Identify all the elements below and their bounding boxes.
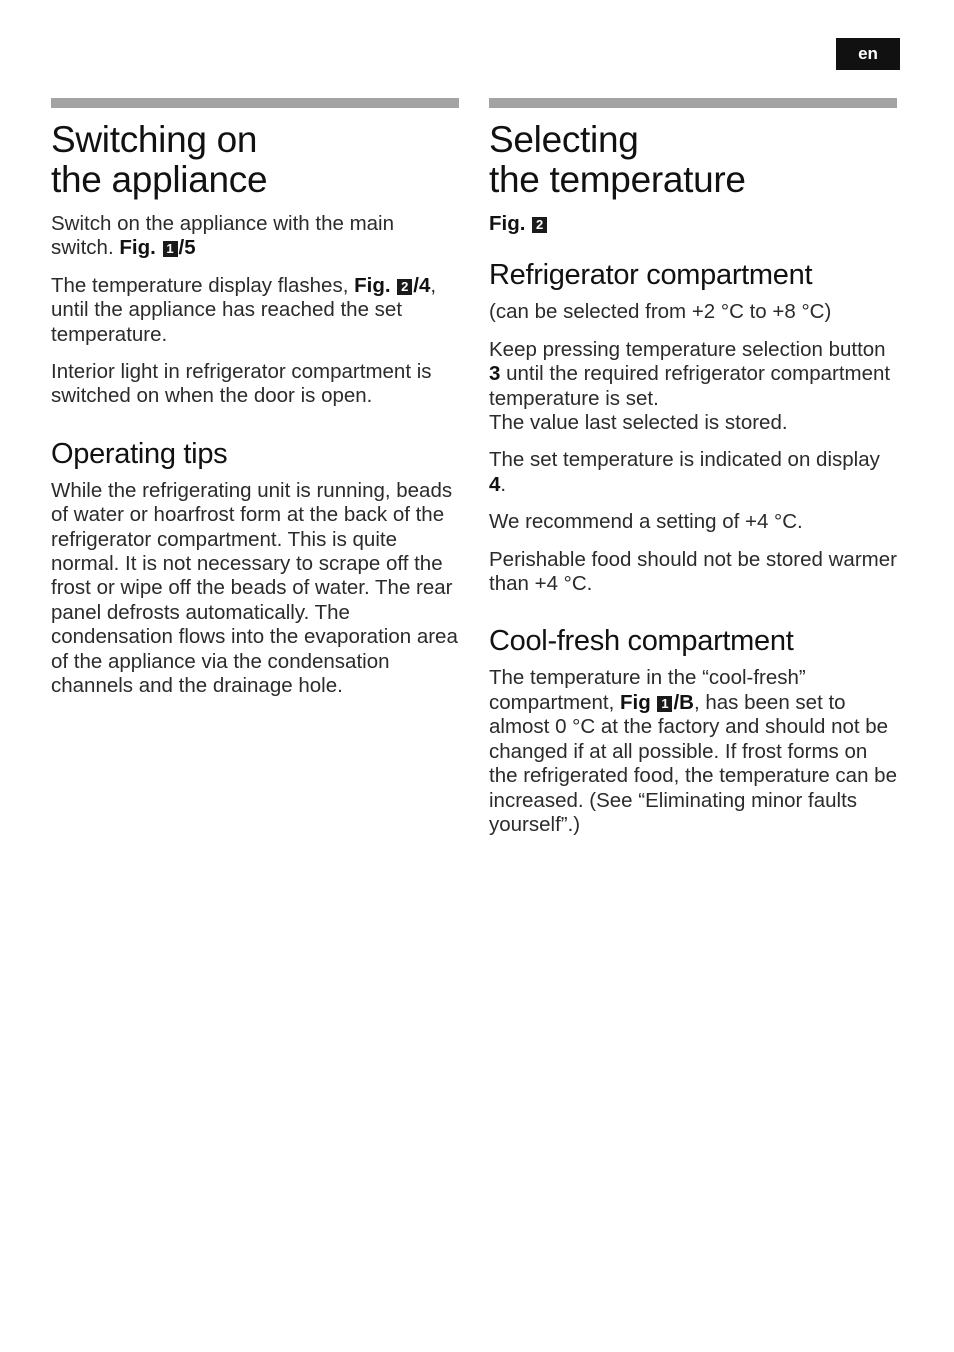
text: , until the appliance has reached the set temperature. [51, 273, 437, 346]
paragraph-perishable: Perishable food should not be stored warmer than +4 °C. [489, 547, 897, 596]
paragraph-interior-light: Interior light in refrigerator compartment is switched on when the door is open. [51, 360, 432, 408]
section-divider [489, 98, 897, 108]
text: . [500, 472, 507, 496]
right-column [489, 98, 897, 850]
figure-number-box: 2 [532, 217, 547, 233]
figure-reference-line [489, 212, 897, 236]
paragraph-cool-fresh [489, 666, 897, 837]
fig-label: Fig. [119, 236, 156, 260]
left-column [51, 98, 459, 712]
fig-item: /4 [413, 273, 431, 297]
paragraph-value-stored: The value last selected is stored. [489, 411, 788, 435]
paragraph-operating-tips: While the refrigerating unit is running, beads of water or hoarfrost form at the back of the refrigerator compartment. This is quite normal. It is not necessary to scrape off the frost or wipe off the beads of water. The rear panel defrosts automatically. The condensation flows into the evaporation area of the appliance via the condensation channels and the drainage hole. [51, 478, 458, 698]
paragraph-display [489, 448, 897, 497]
fig-label: Fig [620, 690, 651, 714]
heading-refrigerator-compartment: Refrigerator compartment [489, 259, 813, 292]
paragraph-temperature-range: (can be selected from +2 °C to +8 °C) [489, 300, 832, 324]
language-badge: en [836, 38, 900, 70]
paragraph-recommend: We recommend a setting of +4 °C. [489, 510, 803, 534]
text: The temperature in the “cool-fresh” compartment, [489, 666, 806, 714]
title-line-1: Selecting [489, 119, 639, 160]
figure-reference [620, 691, 694, 714]
heading-cool-fresh-compartment: Cool-fresh compartment [489, 625, 794, 658]
fig-item: /5 [178, 236, 196, 260]
paragraph-keep-pressing [489, 338, 897, 411]
paragraph-main-switch [51, 212, 459, 261]
text: The temperature display flashes, [51, 273, 349, 297]
text: The set temperature is indicated on display [489, 448, 880, 472]
figure-number-box: 2 [397, 279, 412, 295]
figure-number-box: 1 [657, 696, 672, 712]
text: , has been set to almost 0 °C at the factory and should not be changed if at all possible. If frost forms on the refrigerated food, the temperature can be increased. (See “Eliminating minor faults yourself”.) [489, 690, 897, 836]
title-line-2: the temperature [489, 159, 746, 200]
text: Switch on the appliance with the main switch. [51, 212, 395, 260]
display-number: 4 [489, 472, 501, 496]
paragraph-display-flashes [51, 274, 459, 347]
text: until the required refrigerator compartment temperature is set. [489, 362, 891, 410]
figure-number-box: 1 [163, 241, 178, 257]
figure-reference [354, 274, 430, 297]
title-line-2: the appliance [51, 159, 268, 200]
fig-item: /B [673, 690, 694, 714]
heading-operating-tips: Operating tips [51, 437, 228, 470]
section-divider [51, 98, 459, 108]
title-line-1: Switching on [51, 119, 258, 160]
fig-label: Fig. [489, 212, 526, 235]
button-number: 3 [489, 362, 501, 386]
section-title-switching-on [51, 120, 459, 200]
figure-reference [119, 236, 195, 259]
fig-label: Fig. [354, 273, 391, 297]
text: Keep pressing temperature selection button [489, 337, 886, 361]
section-title-selecting-temperature [489, 120, 897, 200]
